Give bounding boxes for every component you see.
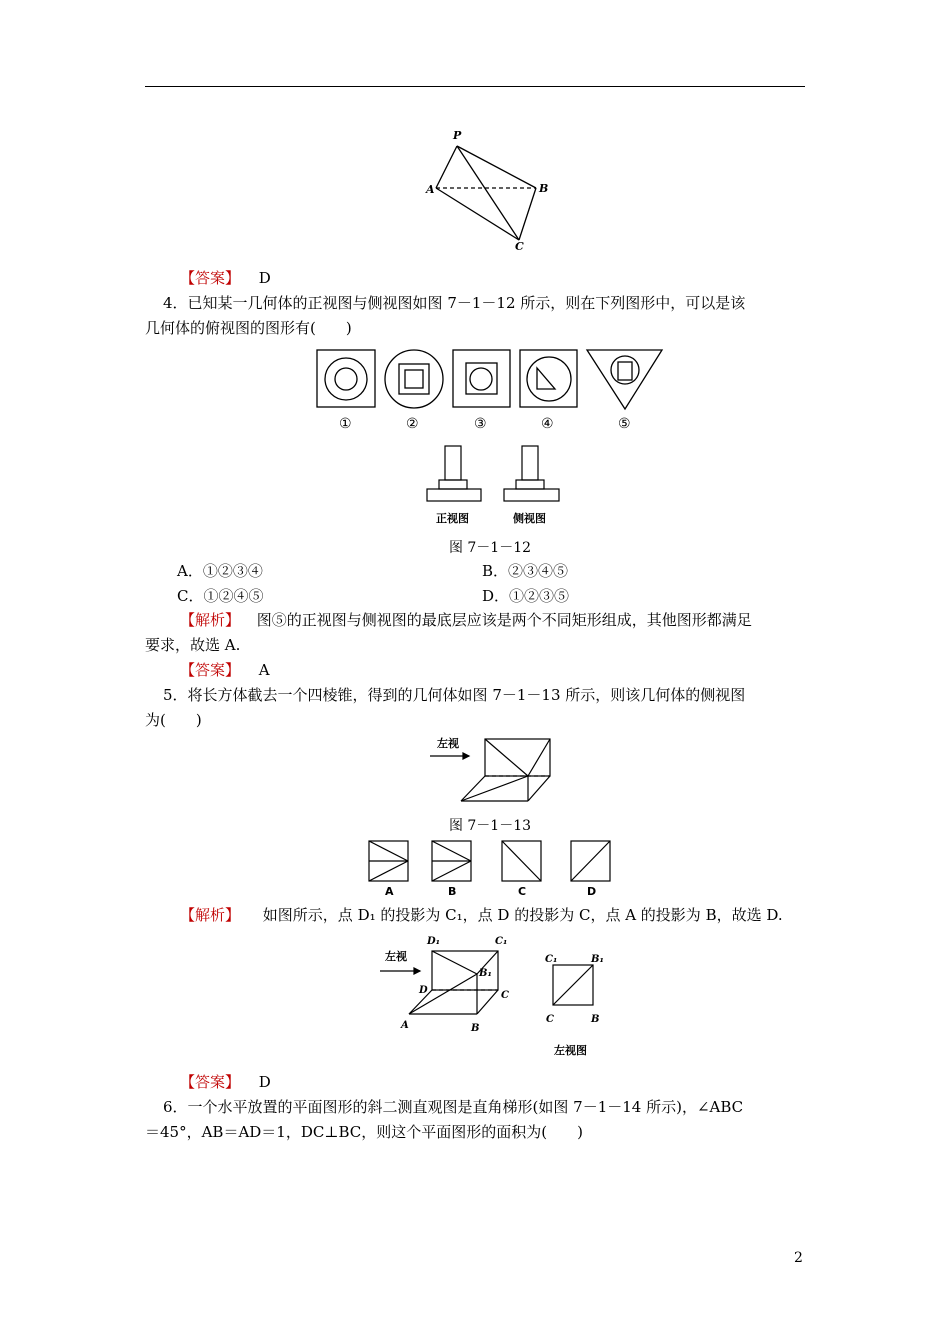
label-b: B: [471, 1023, 480, 1034]
q4-stem-line2: 几何体的俯视图的图形有( ): [145, 319, 352, 337]
page-number: 2: [794, 1250, 803, 1266]
option-4: ④: [541, 416, 554, 432]
answer-tag: 【答案】: [180, 1073, 241, 1091]
left-view-label: 左视: [437, 737, 459, 750]
label-b1: B₁: [479, 968, 492, 979]
label-a: A: [426, 183, 435, 196]
label-c: C: [515, 240, 524, 253]
q5-analysis-figure: [375, 932, 615, 1062]
q5-analysis: [180, 905, 783, 925]
label-b: B: [539, 182, 549, 195]
q4-stem-line1: 4．已知某一几何体的正视图与侧视图如图 7－1－12 所示，则在下列图形中，可以是该: [163, 294, 746, 312]
analysis-tag: 【解析】: [180, 611, 241, 629]
q6-stem-line1: 6．一个水平放置的平面图形的斜二测直观图是直角梯形(如图 7－1－14 所示)，∠ABC: [163, 1098, 744, 1116]
analysis-tag: 【解析】: [180, 906, 241, 924]
q4-answer: [180, 660, 270, 680]
q4-top-views: [315, 348, 675, 438]
view-label-b: B: [591, 1014, 600, 1025]
analysis-text: 如图所示，点 D₁ 的投影为 C₁，点 D 的投影为 C，点 A 的投影为 B，故选 D.: [262, 906, 783, 924]
answer-value: D: [258, 1073, 271, 1091]
option-3: ③: [474, 416, 487, 432]
q5-stem-line2: 为( ): [145, 711, 202, 729]
q4-analysis-line1: [180, 610, 752, 630]
q4-choice-d: D．①②③⑤: [482, 587, 570, 605]
option-5: ⑤: [618, 416, 631, 432]
side-view-label: 侧视图: [513, 512, 546, 525]
analysis-text: 图⑤的正视图与侧视图的最底层应该是两个不同矩形组成，其他图形都满足: [256, 611, 752, 629]
choice-c-label: C: [518, 885, 527, 898]
view-label-c: C: [546, 1014, 554, 1025]
q6-stem-line2: ＝45°，AB＝AD＝1，DC⊥BC，则这个平面图形的面积为( ): [145, 1123, 583, 1141]
label-c: C: [501, 990, 509, 1001]
q5-answer: [180, 1072, 271, 1092]
answer-tag: 【答案】: [180, 661, 241, 679]
left-view-caption: 左视图: [554, 1044, 587, 1057]
label-a: A: [401, 1020, 409, 1031]
q5-solid-figure: [425, 733, 560, 813]
answer-tag: 【答案】: [180, 269, 241, 287]
answer-value: D: [258, 269, 271, 287]
q4-choice-b: B．②③④⑤: [482, 562, 569, 580]
q4-choice-c: C．①②④⑤: [177, 587, 264, 605]
q4-analysis-line2: 要求，故选 A.: [145, 636, 241, 654]
q5-figure-caption: 图 7－1－13: [448, 818, 532, 834]
q5-choices-figure: [365, 838, 625, 900]
label-d: D: [419, 985, 428, 996]
view-label-c1: C₁: [545, 954, 558, 965]
label-p: P: [453, 129, 462, 142]
q3-figure: [420, 125, 560, 255]
label-d1: D₁: [427, 936, 441, 947]
answer-value: A: [258, 661, 270, 679]
q4-choice-a: A．①②③④: [177, 562, 263, 580]
view-label-b1: B₁: [591, 954, 604, 965]
q3-answer: [180, 268, 271, 288]
header-rule: [145, 86, 805, 87]
option-1: ①: [339, 416, 352, 432]
q4-figure-caption: 图 7－1－12: [448, 540, 532, 556]
label-c1: C₁: [495, 936, 508, 947]
q5-stem-line1: 5．将长方体截去一个四棱锥，得到的几何体如图 7－1－13 所示，则该几何体的侧视图: [163, 686, 746, 704]
option-2: ②: [406, 416, 419, 432]
left-view-label: 左视: [385, 950, 407, 963]
choice-b-label: B: [448, 885, 457, 898]
choice-a-label: A: [385, 885, 394, 898]
front-view-label: 正视图: [436, 512, 469, 525]
q4-front-side-views: [420, 440, 570, 530]
choice-d-label: D: [587, 885, 597, 898]
